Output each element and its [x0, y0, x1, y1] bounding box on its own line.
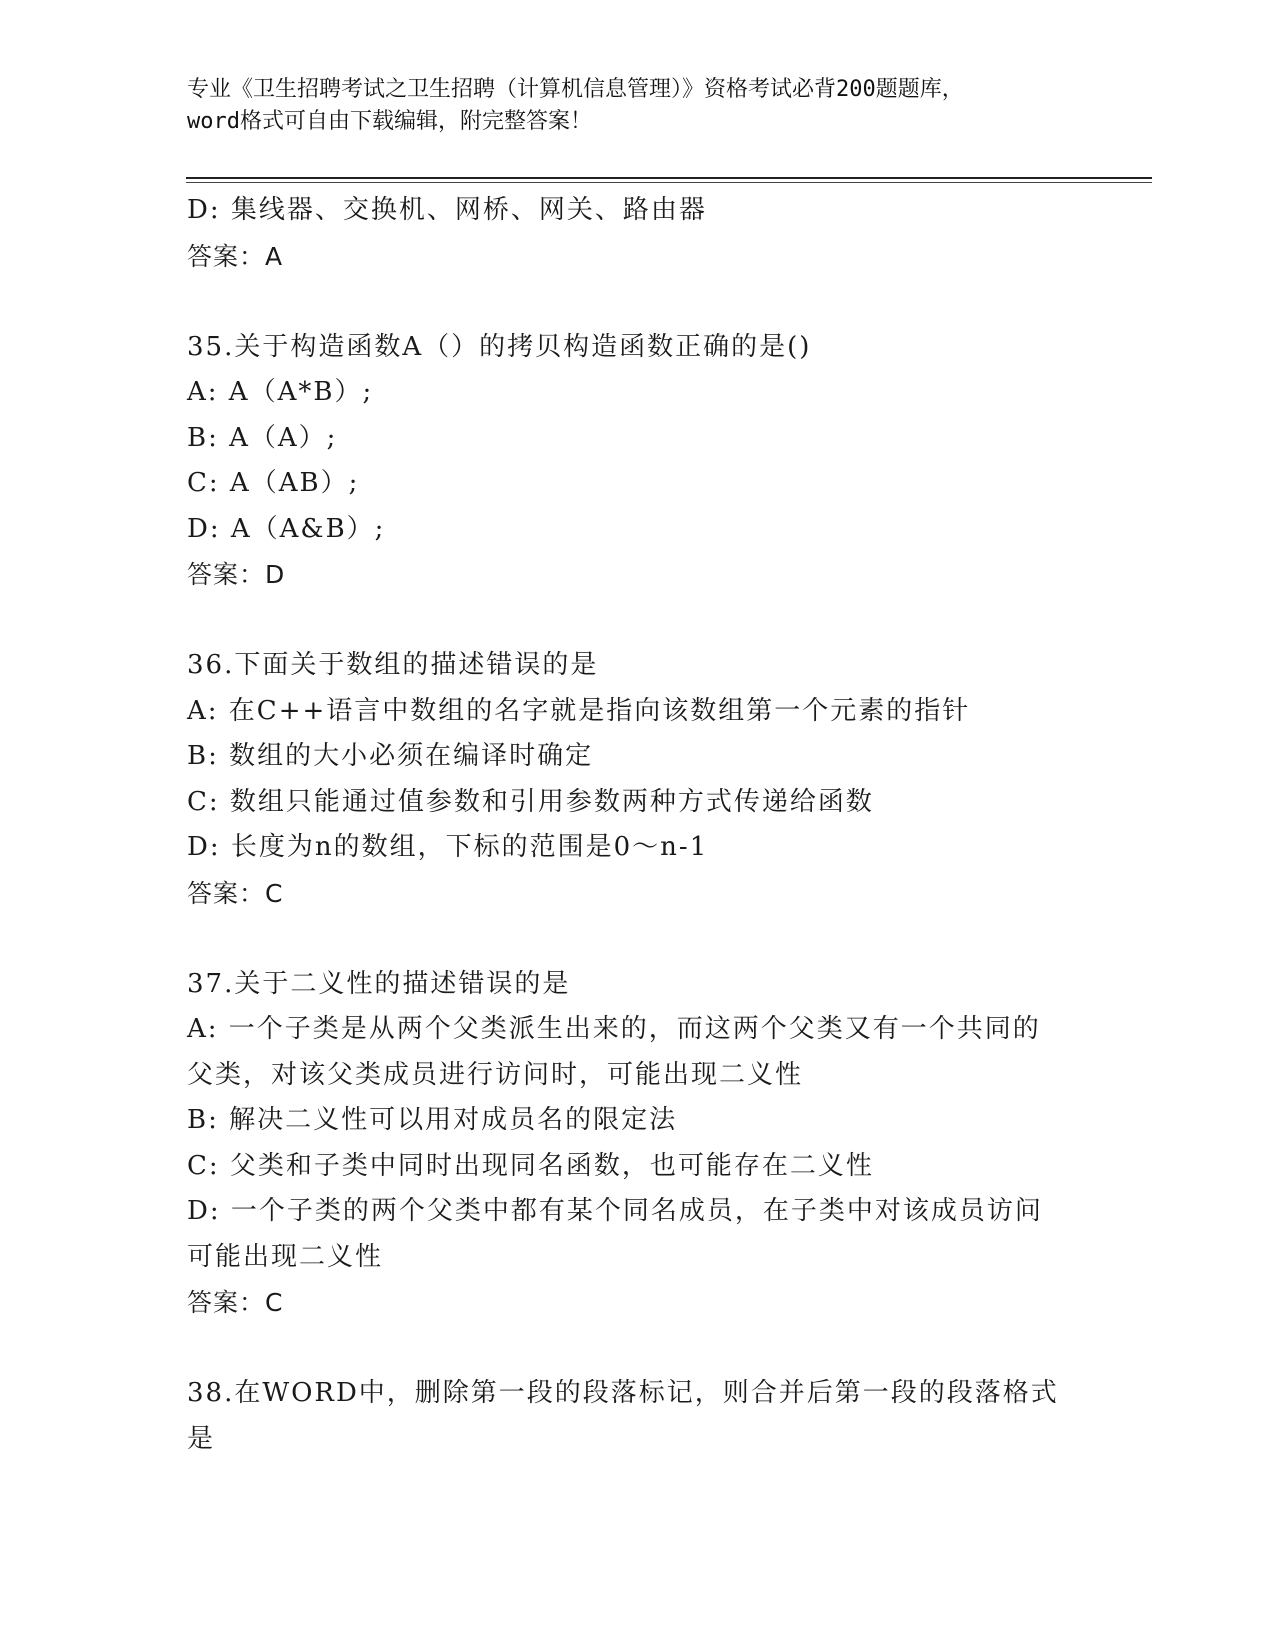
answer-line: 答案：C [187, 878, 284, 908]
option-c: C: 数组只能通过值参数和引用参数两种方式传递给函数 [187, 786, 874, 817]
header-divider-thick [186, 177, 1152, 179]
option-d-line-1: D: 一个子类的两个父类中都有某个同名成员，在子类中对该成员访问 [187, 1196, 1043, 1226]
answer-line: 答案：A [187, 241, 284, 271]
header-divider-thin [186, 182, 1152, 183]
question-text-line-1: 38.在WORD中，删除第一段的段落标记，则合并后第一段的段落格式 [187, 1378, 1059, 1408]
option-a-line-2: 父类，对该父类成员进行访问时，可能出现二义性 [187, 1059, 804, 1090]
question-block-36 [187, 643, 1087, 916]
option-a-line-1: A: 一个子类是从两个父类派生出来的，而这两个父类又有一个共同的 [187, 1014, 1041, 1044]
option-c: C: A（AB）; [187, 468, 360, 498]
document-header [187, 74, 1087, 138]
question-text: 37.关于二义性的描述错误的是 [187, 968, 571, 999]
question-block-35 [187, 325, 1087, 598]
option-d: D: A（A&B）; [187, 513, 386, 544]
option-a: A: A（A*B）; [187, 377, 374, 407]
option-b: B: 解决二义性可以用对成员名的限定法 [187, 1105, 678, 1135]
question-text: 36.下面关于数组的描述错误的是 [187, 650, 599, 680]
option-c: C: 父类和子类中同时出现同名函数，也可能存在二义性 [187, 1150, 874, 1181]
spacer [187, 279, 1087, 325]
option-a: A: 在C++语言中数组的名字就是指向该数组第一个元素的指针 [187, 695, 971, 726]
option-b: B: A（A）; [187, 422, 338, 453]
header-title-line-1: 专业《卫生招聘考试之卫生招聘（计算机信息管理）》资格考试必背200题题库， [187, 77, 964, 102]
spacer [187, 916, 1087, 962]
answer-line: 答案：D [187, 560, 286, 589]
question-block-37 [187, 962, 1087, 1326]
question-block-38 [187, 1371, 1087, 1462]
option-d: D: 集线器、交换机、网桥、网关、路由器 [187, 195, 707, 225]
option-d-line-2: 可能出现二义性 [187, 1241, 384, 1272]
answer-line: 答案：C [187, 1288, 284, 1317]
spacer [187, 598, 1087, 644]
question-text-line-2: 是 [187, 1423, 216, 1454]
question-text: 35.关于构造函数A（）的拷贝构造函数正确的是() [187, 331, 812, 362]
option-b: B: 数组的大小必须在编译时确定 [187, 741, 594, 771]
question-content [187, 188, 1087, 1462]
question-block-34 [187, 188, 1087, 279]
header-title-line-2: word格式可自由下载编辑，附完整答案！ [187, 109, 592, 134]
option-d: D: 长度为n的数组，下标的范围是0～n-1 [187, 832, 709, 862]
spacer [187, 1326, 1087, 1372]
